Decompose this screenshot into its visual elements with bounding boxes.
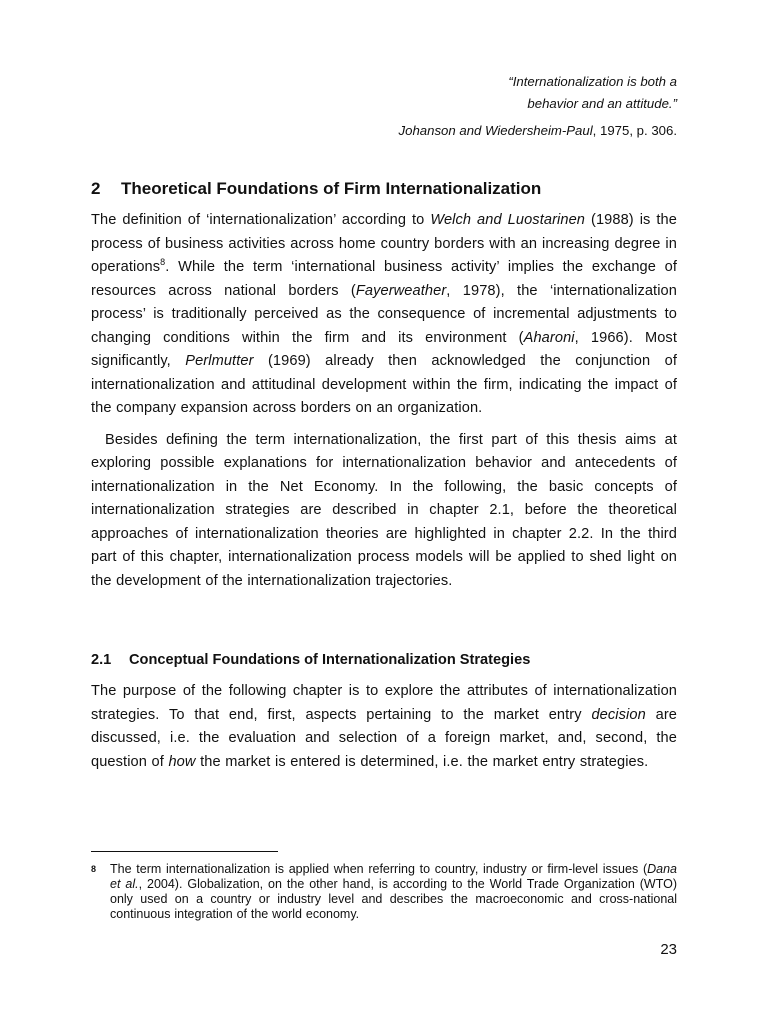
- section-title: Theoretical Foundations of Firm Internationalization: [121, 179, 542, 198]
- subsection-heading: [91, 648, 530, 672]
- page-number: 23: [660, 941, 677, 958]
- footnote-mark: 8: [91, 864, 97, 874]
- citation-perlmutter: Perlmutter: [185, 353, 254, 369]
- paragraph-1-text-2: (1988) is the process of business activities across home country borders with an increasing degree in operations: [91, 212, 677, 275]
- epigraph: [91, 71, 677, 142]
- body-text-block-1: [91, 209, 677, 593]
- footnote-reference[interactable]: 8: [160, 257, 166, 267]
- footnote-separator: [91, 851, 278, 852]
- body-text-block-2: [91, 680, 677, 774]
- epigraph-quote-line-1: “Internationalization is both a: [508, 74, 677, 89]
- subsection-number: 2.1: [91, 652, 112, 668]
- citation-fayerweather: Fayerweather: [355, 282, 447, 299]
- footnote-text-1: The term internationalization is applied when referring to country, industry or firm-level issues (: [110, 862, 648, 876]
- paragraph-3-text-1: The purpose of the following chapter is to explore the attributes of internationalization strategies. To that end, first, aspects pertaining to the market entry: [91, 683, 677, 723]
- footnote-text: [110, 862, 677, 922]
- section-heading: [91, 176, 541, 202]
- emphasis-decision: decision: [591, 706, 646, 723]
- paragraph-3-text-3: the market is entered is determined, i.e. the market entry strategies.: [195, 753, 649, 770]
- paragraph-chapter-purpose: [91, 680, 677, 774]
- paragraph-1-text-6: (1969) already then acknowledged the conjunction of internationalization and attitudinal development within the firm, indicating the impact of the company expansion across borders on an organization.: [91, 353, 677, 416]
- citation-aharoni: Aharoni: [523, 329, 575, 346]
- footnote-text-2: , 2004). Globalization, on the other hand, is according to the World Trade Organization (WTO) only used on a country or industry level and describes the macroeconomic and cross-national continuous integration of the world economy.: [110, 877, 678, 921]
- paragraph-definition: [91, 209, 677, 421]
- citation-welch-luostarinen: Welch and Luostarinen: [430, 212, 586, 228]
- emphasis-how: how: [168, 753, 196, 770]
- epigraph-source-rest: , 1975, p. 306.: [592, 123, 677, 138]
- paragraph-1-text-1: The definition of ‘internationalization’ according to: [91, 212, 431, 228]
- section-number: 2: [91, 179, 101, 198]
- paragraph-1-text-3: . While the term ‘international business activity’ implies the exchange of resources across national borders (: [91, 259, 677, 299]
- paragraph-1-text-5: , 1966). Most significantly,: [91, 329, 677, 369]
- epigraph-quote-line-2: behavior and an attitude.”: [527, 96, 677, 111]
- paragraph-3-text-2: are discussed, i.e. the evaluation and selection of a foreign market, and, second, the question of: [91, 706, 678, 770]
- subsection-title: Conceptual Foundations of Internationalization Strategies: [129, 652, 531, 668]
- epigraph-source-author: Johanson and Wiedersheim-Paul: [398, 123, 593, 138]
- paragraph-1-text-4: , 1978), the ‘internationalization process’ is traditionally perceived as the consequence of incremental adjustments to changing conditions within the firm and its environment (: [91, 282, 677, 346]
- paragraph-thesis-overview: Besides defining the term internationalization, the first part of this thesis aims at exploring possible explanations for internationalization behavior and antecedents of internationalization in the Net Economy. In the following, the basic concepts of internationalization strategies are described in chapter 2.1, before the theoretical approaches of internationalization theories are highlighted in chapter 2.2. In the third part of this chapter, internationalization process models will be applied to shed light on the development of the internationalization trajectories.: [91, 431, 677, 589]
- footnote: [91, 862, 677, 922]
- epigraph-source: [91, 120, 677, 142]
- citation-dana-et-al: Dana et al.: [110, 862, 677, 891]
